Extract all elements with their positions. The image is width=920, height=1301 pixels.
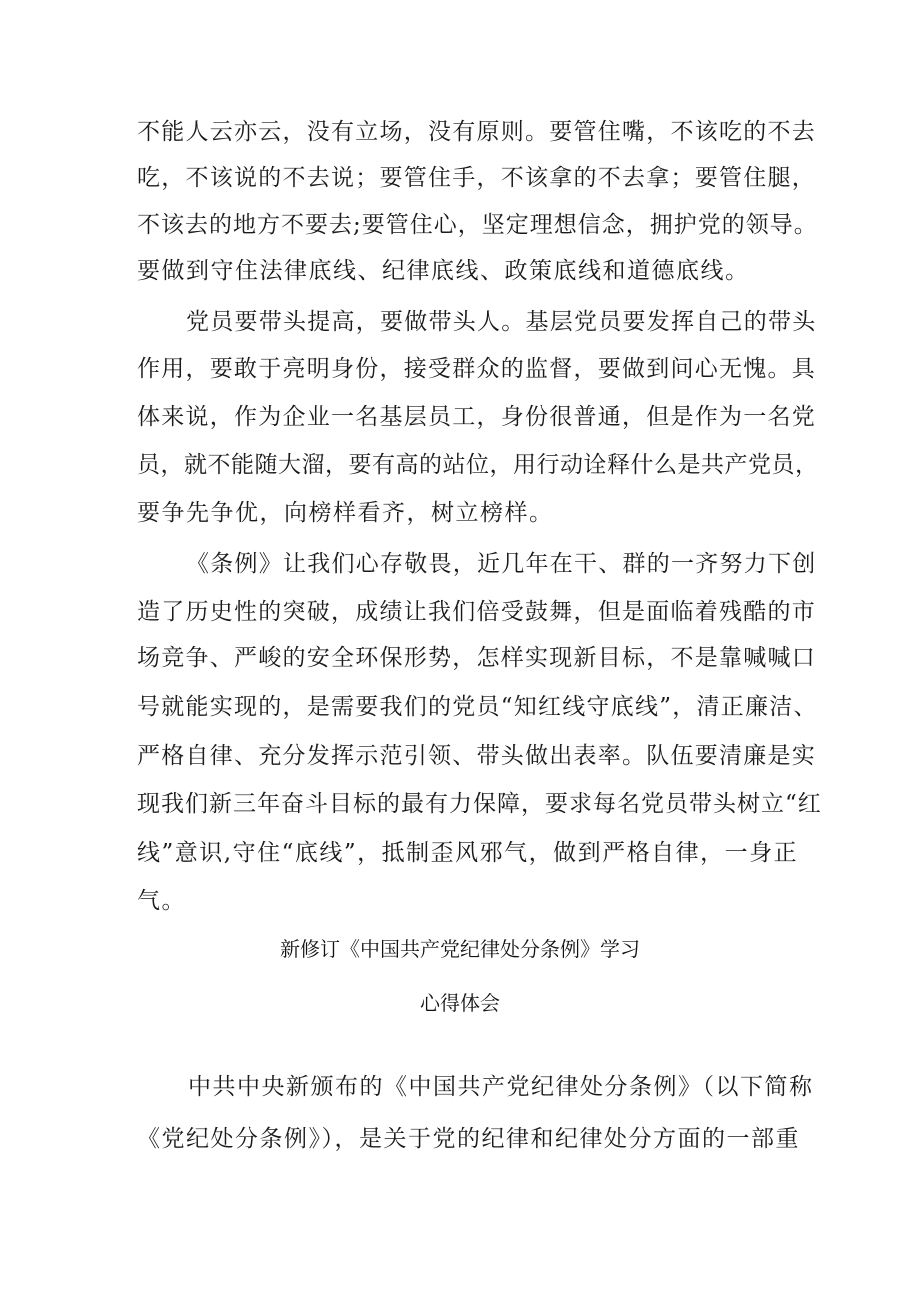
paragraph-3-line-3: 场竞争、严峻的安全环保形势，怎样实现新目标，不是靠喊喊口 (137, 645, 816, 671)
paragraph-1-line-3: 不该去的地方不要去;要管住心，坚定理想信念，拥护党的领导。 (137, 212, 818, 238)
paragraph-2-line-4: 员，就不能随大溜，要有高的站位，用行动诠释什么是共产党员， (137, 452, 819, 478)
paragraph-3-line-4: 号就能实现的，是需要我们的党员“知红线守底线”，清正廉洁、 (137, 694, 818, 720)
paragraph-3-line-8: 气。 (137, 888, 186, 914)
paragraph-2-line-5: 要争先争优，向榜样看齐，树立榜样。 (137, 500, 554, 526)
section-title-line-2: 心得体会 (420, 991, 500, 1015)
paragraph-1-line-1: 不能人云亦云，没有立场，没有原则。要管住嘴，不该吃的不去 (137, 119, 816, 145)
paragraph-3-line-1: 《条例》让我们心存敬畏，近几年在干、群的一齐努力下创 (186, 551, 817, 577)
paragraph-2-line-1: 党员要带头提高，要做带头人。基层党员要发挥自己的带头 (186, 309, 817, 335)
paragraph-3-line-6: 现我们新三年奋斗目标的最有力保障，要求每名党员带头树立“红 (137, 791, 822, 817)
section-title-line-1: 新修订《中国共产党纪律处分条例》学习 (280, 937, 640, 961)
paragraph-2-line-3: 体来说，作为企业一名基层员工，身份很普通，但是作为一名党 (137, 404, 816, 430)
paragraph-1-line-2: 吃，不该说的不去说；要管住手，不该拿的不去拿；要管住腿， (137, 165, 816, 191)
intro-line-2: 《党纪处分条例》），是关于党的纪律和纪律处分方面的一部重 (137, 1126, 800, 1152)
paragraph-3-line-7: 线”意识,守住“底线”，抵制歪风邪气，做到严格自律，一身正 (137, 840, 799, 866)
paragraph-1-line-4: 要做到守住法律底线、纪律底线、政策底线和道德底线。 (137, 258, 750, 284)
intro-line-1: 中共中央新颁布的《中国共产党纪律处分条例》（以下简称 (188, 1074, 814, 1100)
paragraph-2-line-2: 作用，要敢于亮明身份，接受群众的监督，要做到问心无愧。具 (137, 356, 816, 382)
paragraph-3-line-5: 严格自律、充分发挥示范引领、带头做出表率。队伍要清廉是实 (137, 743, 816, 769)
paragraph-3-line-2: 造了历史性的突破，成绩让我们倍受鼓舞，但是面临着残酷的市 (137, 599, 816, 625)
